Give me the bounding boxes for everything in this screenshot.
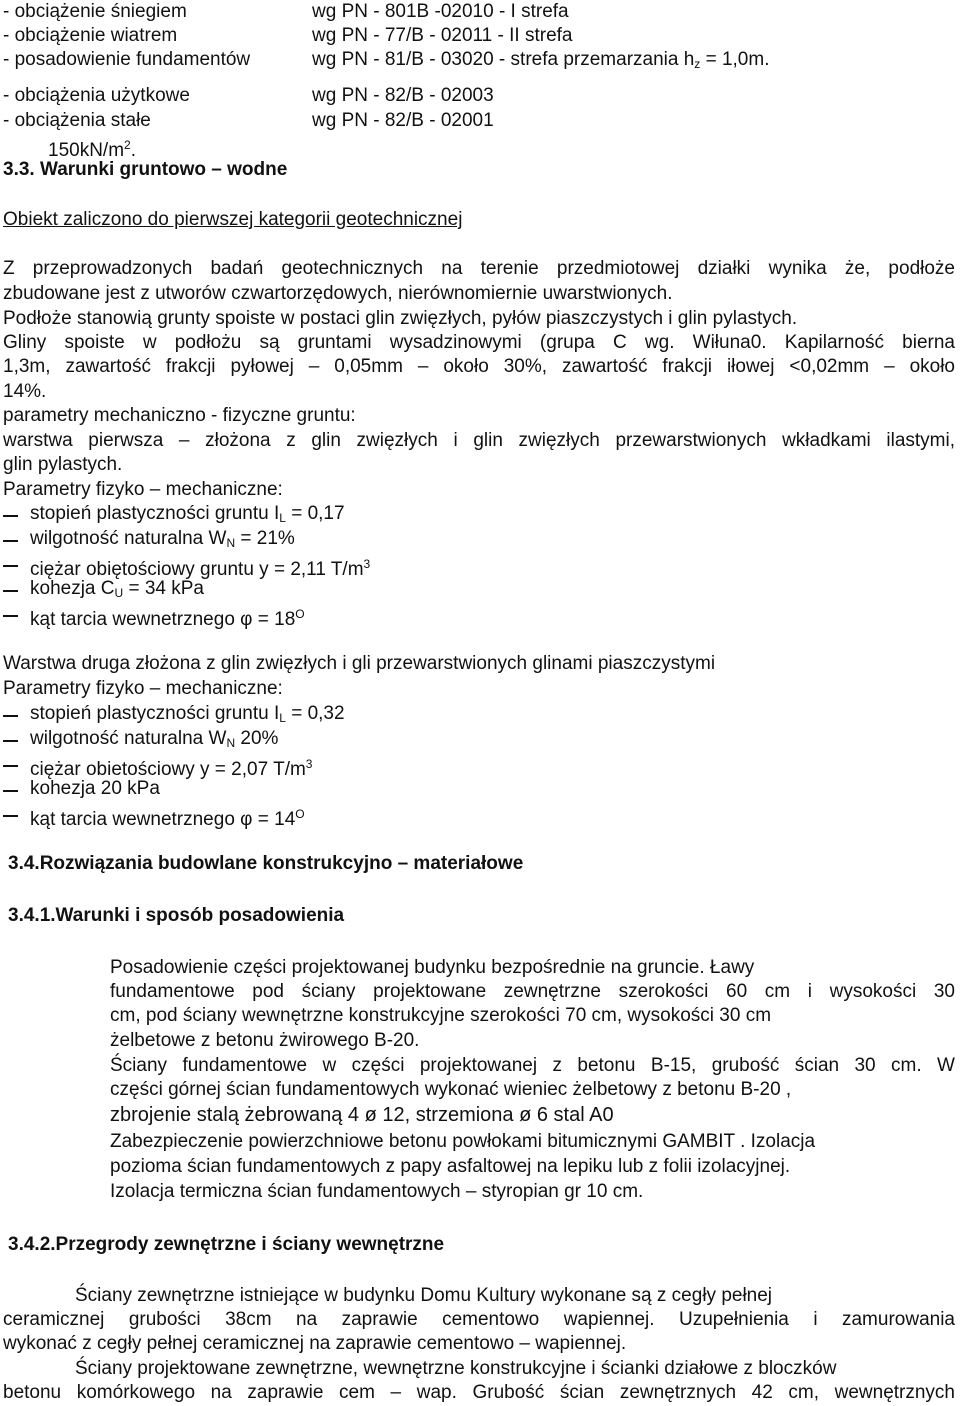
foundation-line: pozioma ścian fundamentowych z papy asfaltowej na lepiku lub z folii izolacyjnej.: [110, 1156, 791, 1177]
section-heading-3-3: 3.3. Warunki gruntowo – wodne: [3, 159, 288, 180]
dash-bullet: [3, 740, 18, 742]
params-heading-layer1: Parametry fizyko – mechaniczne:: [3, 479, 283, 500]
layer1-unit-weight: ciężar obiętościowy gruntu y = 2,11 $T/m^3$: [30, 557, 371, 580]
norm-value-live-load: wg PN - 82/B - 02003: [312, 85, 494, 106]
norm-value-foundation: wg PN - 81/B - 03020 - strefa przemarzania $h_z = 1,0m$.: [312, 49, 770, 71]
soil-paragraph-line: parametry mechaniczno - fizyczne gruntu:: [3, 405, 356, 426]
foundation-line: Posadowienie części projektowanej budynku bezpośrednie na gruncie. Ławy: [110, 957, 755, 978]
norm-label-wind: - obciążenie wiatrem: [3, 25, 178, 46]
soil-paragraph-line: Gliny spoiste w podłożu są gruntami wysadzinowymi (grupa C wg. Wiłuna0. Kapilarność bierna: [3, 332, 955, 353]
soil-paragraph-line: Podłoże stanowią grunty spoiste w postaci glin zwięzłych, pyłów piaszczystych i glin pylastych.: [3, 308, 798, 329]
dash-bullet: [3, 565, 18, 567]
foundation-line: Zabezpieczenie powierzchniowe betonu powłokami bitumicznymi GAMBIT . Izolacja: [110, 1131, 816, 1152]
layer1-plasticity: stopień plastyczności gruntu $I_L = 0,17$: [30, 503, 345, 525]
norm-value-dead-load: wg PN - 82/B - 02001: [312, 110, 494, 131]
dash-bullet: [3, 590, 18, 592]
soil-paragraph-line: Z przeprowadzonych badań geotechnicznych na terenie przedmiotowej działki wynika że, podłoże: [3, 258, 955, 279]
layer2-unit-weight: ciężar obietościowy y = 2,07 $T/m^3$: [30, 757, 313, 780]
dash-bullet: [3, 715, 18, 717]
foundation-line: fundamentowe pod ściany projektowane zewnętrzne szerokości 60 cm i wysokości 30: [110, 981, 955, 1002]
dash-bullet: [3, 540, 18, 542]
foundation-line: części górnej ścian fundamentowych wykonać wieniec żelbetowy z betonu B-20 ,: [110, 1079, 792, 1100]
dash-bullet: [3, 815, 18, 817]
foundation-line: zbrojenie stalą żebrowaną 4 ø 12, strzemiona ø 6 stal A0: [110, 1104, 614, 1126]
foundation-line: Ściany fundamentowe w części projektowanej z betonu B-15, grubość ścian 30 cm. W: [110, 1055, 955, 1076]
walls-line: wykonać z cegły pełnej ceramicznej na zaprawie cementowo – wapiennej.: [3, 1333, 627, 1354]
layer2-heading: Warstwa druga złożona z glin zwięzłych i gli przewarstwionych glinami piaszczystymi: [3, 653, 716, 674]
walls-line: ceramicznej grubości 38cm na zaprawie cementowo wapiennej. Uzupełnienia i zamurowania: [3, 1309, 955, 1330]
params-heading-layer2: Parametry fizyko – mechaniczne:: [3, 678, 283, 699]
dash-bullet: [3, 790, 18, 792]
bearing-capacity: $150kN/m^2$.: [48, 138, 136, 161]
layer1-moisture: wilgotność naturalna $W_N = 21\%$: [30, 528, 295, 550]
norm-label-dead-load: - obciążenia stałe: [3, 110, 151, 131]
section-heading-3-4-1: 3.4.1.Warunki i sposób posadowienia: [8, 905, 345, 926]
geotechnical-category: Obiekt zaliczono do pierwszej kategorii geotechnicznej: [3, 209, 463, 230]
section-heading-3-4-2: 3.4.2.Przegrody zewnętrzne i ściany wewnętrzne: [8, 1234, 445, 1255]
layer2-moisture: wilgotność naturalna $W_N$ 20%: [30, 728, 279, 750]
norm-label-snow: - obciążenie śniegiem: [3, 1, 187, 22]
walls-line: Ściany zewnętrzne istniejące w budynku Domu Kultury wykonane są z cegły pełnej: [75, 1285, 773, 1306]
soil-paragraph-line: 14%.: [3, 381, 47, 402]
foundation-line: żelbetowe z betonu żwirowego B-20.: [110, 1030, 420, 1051]
foundation-line: Izolacja termiczna ścian fundamentowych – styropian gr 10 cm.: [110, 1181, 644, 1202]
layer2-cohesion: kohezja 20 kPa: [30, 778, 160, 799]
soil-paragraph-line: 1,3m, zawartość frakcji pyłowej – 0,05mm – około 30%, zawartość frakcji iłowej <0,02mm – około: [3, 356, 955, 377]
layer1-cohesion: kohezja $C_U = 34$ kPa: [30, 578, 204, 600]
dash-bullet: [3, 615, 18, 617]
foundation-line: cm, pod ściany wewnętrzne konstrukcyjne szerokości 70 cm, wysokości 30 cm: [110, 1005, 772, 1026]
layer2-plasticity: stopień plastyczności gruntu $I_L = 0,32$: [30, 703, 345, 725]
soil-paragraph-line: warstwa pierwsza – złożona z glin zwięzłych i glin zwięzłych przewarstwionych wkładkami ilastymi,: [3, 430, 955, 451]
norm-label-foundation: - posadowienie fundamentów: [3, 49, 251, 70]
walls-line: Ściany projektowane zewnętrzne, wewnętrzne konstrukcyjne i ścianki działowe z bloczków: [75, 1358, 837, 1379]
norm-label-live-load: - obciążenia użytkowe: [3, 85, 190, 106]
layer2-friction-angle: kąt tarcia wewnetrznego $\varphi = 14^O$: [30, 807, 305, 830]
dash-bullet: [3, 765, 18, 767]
norm-value-snow: wg PN - 801B -02010 - I strefa: [312, 1, 569, 22]
soil-paragraph-line: glin pylastych.: [3, 454, 123, 475]
walls-line: betonu komórkowego na zaprawie cem – wap. Grubość ścian zewnętrznych 42 cm, wewnętrznych: [3, 1382, 955, 1403]
soil-paragraph-line: zbudowane jest z utworów czwartorzędowych, nierównomiernie uwarstwionych.: [3, 283, 673, 304]
dash-bullet: [3, 515, 18, 517]
norm-value-wind: wg PN - 77/B - 02011 - II strefa: [312, 25, 573, 46]
layer1-friction-angle: kąt tarcia wewnetrznego $\varphi = 18^O$: [30, 607, 305, 630]
section-heading-3-4: 3.4.Rozwiązania budowlane konstrukcyjno – materiałowe: [8, 853, 524, 874]
